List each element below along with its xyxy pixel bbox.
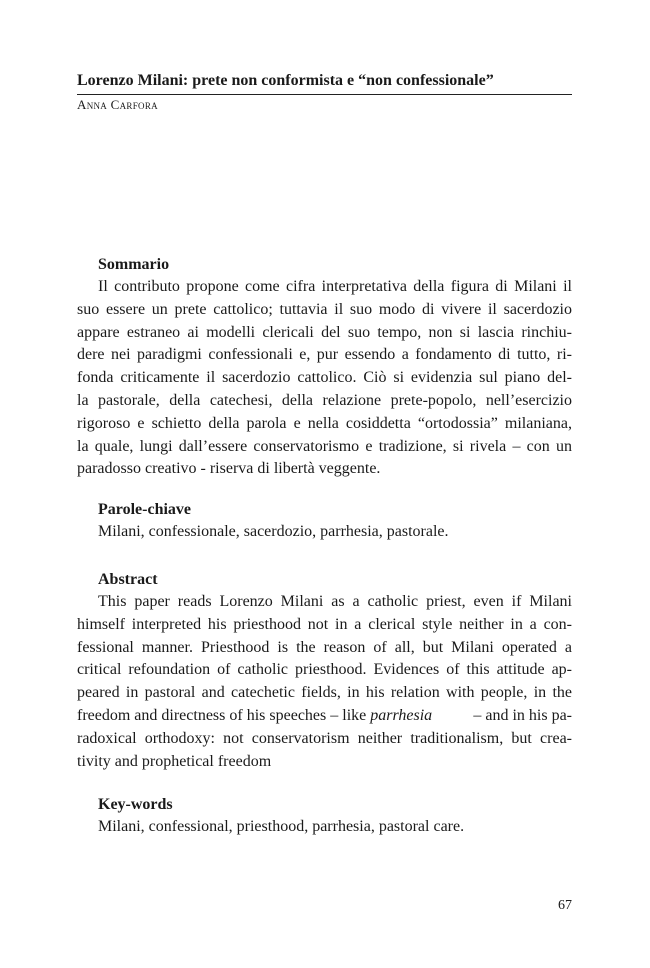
abstract-section xyxy=(77,569,572,773)
abstract-line xyxy=(77,705,572,728)
sommario-line: dere nei paradigmi confessionali e, pur essendo a fondamento di tutto, ri- xyxy=(77,346,572,364)
sommario-line: paradosso creativo - riserva di libertà veggente. xyxy=(77,460,381,478)
sommario-section xyxy=(77,254,572,481)
article-author: Anna Carfora xyxy=(77,97,158,112)
key-words-heading: Key-words xyxy=(98,796,173,813)
sommario-line: la quale, lungi dall’essere conservatorismo e tradizione, si rivela – con un xyxy=(77,437,572,455)
sommario-body xyxy=(77,276,572,481)
key-words-text: Milani, confessional, priesthood, parrhesia, pastoral care. xyxy=(98,818,465,835)
abstract-line: critical refoundation of catholic priesthood. Evidences of this attitude ap- xyxy=(77,661,572,679)
sommario-line: Il contributo propone come cifra interpretativa della figura di Milani il xyxy=(98,278,572,295)
page-number: 67 xyxy=(558,898,572,913)
parole-chiave-heading: Parole-chiave xyxy=(98,501,192,518)
parole-chiave-body xyxy=(77,521,572,544)
key-words-section xyxy=(77,794,572,839)
sommario-line: fonda criticamente il sacerdozio cattolico. Ciò si evidenzia sul piano del- xyxy=(77,369,572,387)
abstract-line: himself interpreted his priesthood not in a clerical style neither in a con- xyxy=(77,615,572,633)
key-words-body xyxy=(77,816,572,839)
abstract-line: tivity and prophetical freedom xyxy=(77,752,272,770)
abstract-line: radoxical orthodoxy: not conservatorism neither traditionalism, but crea- xyxy=(77,729,572,747)
sommario-line: suo essere un prete cattolico; tuttavia il suo modo di vivere il sacerdozio xyxy=(77,300,572,318)
abstract-line-part: freedom and directness of his speeches – like xyxy=(77,706,371,724)
article-title: Lorenzo Milani: prete non conformista e “non confessionale” xyxy=(77,71,572,95)
abstract-body xyxy=(77,591,572,773)
sommario-line: appare estraneo ai modelli clericali del suo tempo, non si lascia rinchiu- xyxy=(77,323,572,341)
parole-chiave-text: Milani, confessionale, sacerdozio, parrhesia, pastorale. xyxy=(98,523,449,540)
sommario-line: rigoroso e schietto della parola e nella cosiddetta “ortodossia” milaniana, xyxy=(77,414,572,432)
abstract-line: This paper reads Lorenzo Milani as a catholic priest, even if Milani xyxy=(98,593,572,610)
abstract-line: fessional manner. Priesthood is the reason of all, but Milani operated a xyxy=(77,638,572,656)
sommario-heading: Sommario xyxy=(98,256,170,273)
abstract-heading: Abstract xyxy=(98,571,158,588)
abstract-line-part: – and in his pa- xyxy=(469,706,572,724)
sommario-line: la pastorale, della catechesi, della relazione prete-popolo, nell’esercizio xyxy=(77,391,572,409)
abstract-emphasis: parrhesia xyxy=(370,706,433,724)
running-header xyxy=(77,71,572,113)
parole-chiave-section xyxy=(77,499,572,544)
abstract-line: peared in pastoral and catechetic fields, in his relation with people, in the xyxy=(77,684,572,702)
